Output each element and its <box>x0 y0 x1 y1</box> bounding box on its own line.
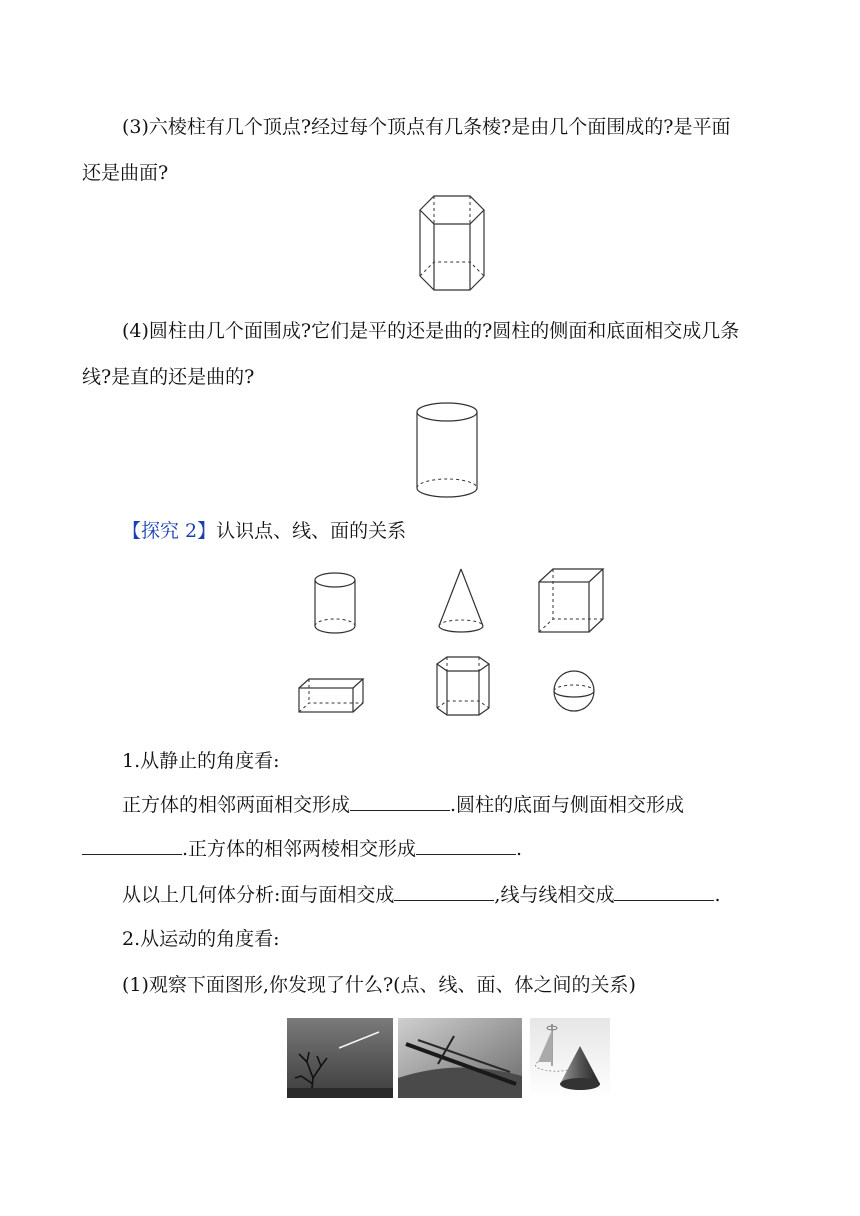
q3-line1: (3)六棱柱有几个顶点?经过每个顶点有几条棱?是由几个面围成的?是平面 <box>122 116 731 138</box>
static-l3-text-b: ,线与线相交成 <box>494 884 615 906</box>
motion-view-heading: 2.从运动的角度看: <box>122 928 280 950</box>
static-view-line3 <box>122 882 721 908</box>
static-l3-text-c: . <box>714 884 721 906</box>
cuboid-figure <box>296 676 366 716</box>
small-hexagonal-prism-figure <box>434 654 492 718</box>
meteor-photo <box>287 1018 393 1098</box>
static-l2-text-b: . <box>516 838 523 860</box>
static-l1-text-a: 正方体的相邻两面相交形成 <box>122 794 351 816</box>
q4-line2: 线?是直的还是曲的? <box>82 366 255 388</box>
answer-blank-4[interactable] <box>394 882 494 901</box>
motion-view-question: (1)观察下面图形,你发现了什么?(点、线、面、体之间的关系) <box>122 974 636 996</box>
answer-blank-5[interactable] <box>614 882 714 901</box>
q4-line1: (4)圆柱由几个面围成?它们是平的还是曲的?圆柱的侧面和底面相交成几条 <box>122 320 740 342</box>
cone-figure <box>436 566 486 636</box>
cube-figure <box>536 566 608 636</box>
hexagonal-prism-figure <box>416 192 488 300</box>
sphere-figure <box>550 667 598 715</box>
answer-blank-3[interactable] <box>416 836 516 855</box>
answer-blank-2[interactable] <box>82 836 182 855</box>
static-l1-text-b: .圆柱的底面与侧面相交形成 <box>450 794 685 816</box>
static-l3-text-a: 从以上几何体分析:面与面相交成 <box>122 884 395 906</box>
explore2-tag: 【探究 2】 <box>122 520 217 542</box>
static-view-heading: 1.从静止的角度看: <box>122 750 280 772</box>
rotating-cone-photo <box>530 1018 610 1098</box>
explore2-heading <box>122 518 406 544</box>
cylinder-figure <box>414 400 480 504</box>
explore2-title: 认识点、线、面的关系 <box>216 520 407 542</box>
small-cylinder-figure <box>312 570 358 636</box>
q3-line2: 还是曲面? <box>82 162 169 184</box>
answer-blank-1[interactable] <box>350 792 450 811</box>
static-l2-text-a: .正方体的相邻两棱相交形成 <box>182 838 417 860</box>
static-view-line1 <box>122 792 684 818</box>
static-view-line2 <box>82 836 522 862</box>
windshield-wiper-photo <box>398 1018 522 1098</box>
